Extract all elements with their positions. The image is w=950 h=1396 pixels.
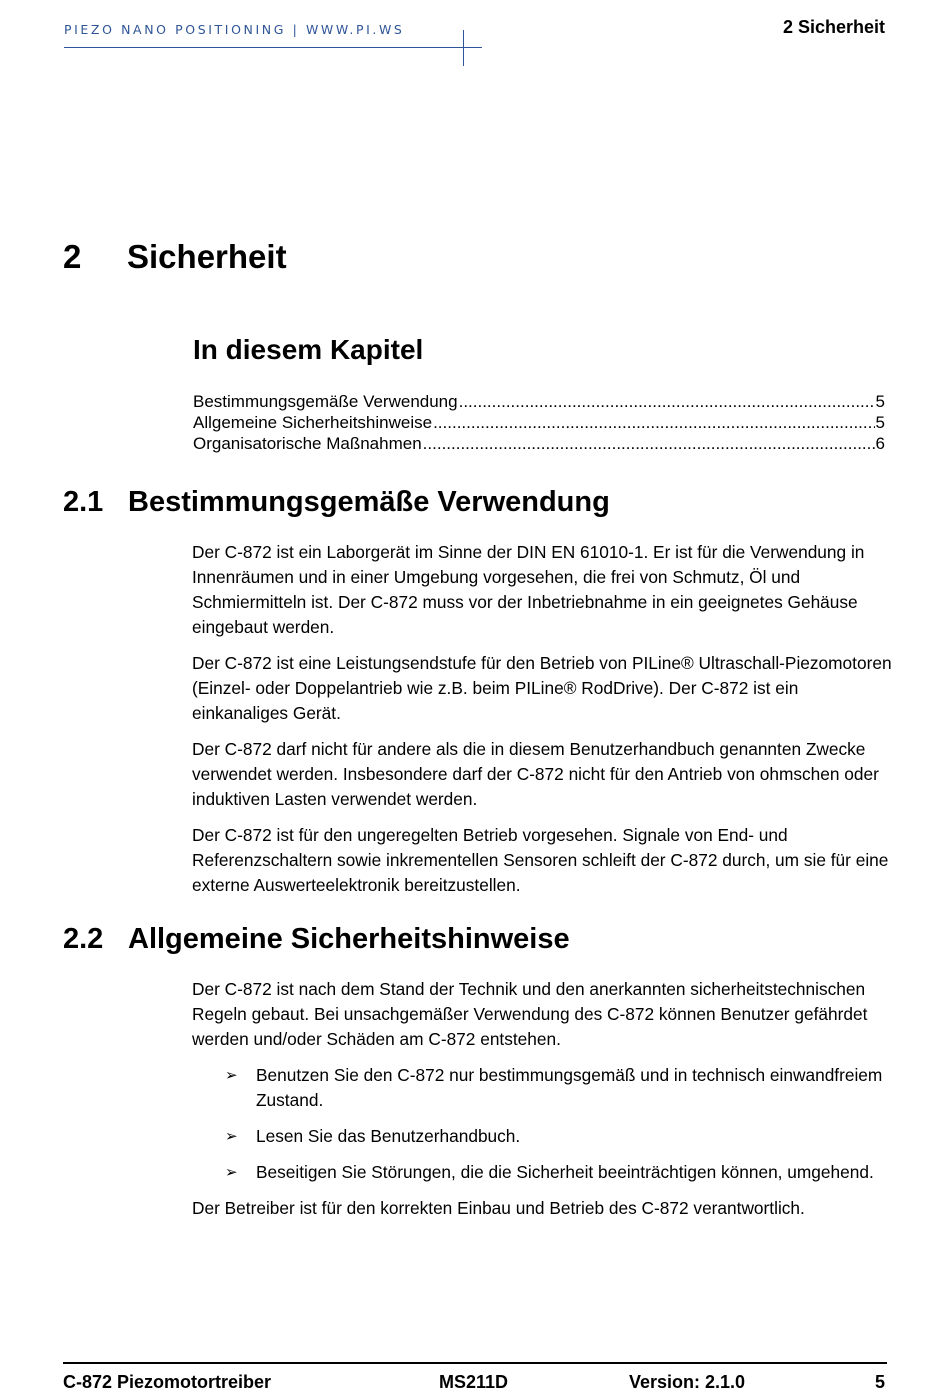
list-item [192, 1063, 892, 1113]
arrow-bullet-icon: ➢ [225, 1066, 238, 1084]
toc-leader-dots [423, 433, 875, 454]
footer-product: C-872 Piezomotortreiber [63, 1372, 272, 1392]
section-2-2-body [192, 977, 892, 1232]
paragraph: Der C-872 ist für den ungeregelten Betrieb vorgesehen. Signale von End- und Referenzschaltern sowie inkrementellen Sensoren schleift der C-872 durch, um sie für eine externe Auswerteelektronik bereitzustellen. [192, 825, 889, 895]
section-heading-2-2 [63, 923, 570, 956]
toc-entry-page: 5 [875, 413, 885, 432]
footer-version: Version: 2.1.0 [629, 1372, 746, 1392]
list-item [192, 1160, 892, 1185]
toc-leader-dots [459, 391, 875, 412]
chapter-title [63, 238, 287, 276]
arrow-bullet-icon: ➢ [225, 1127, 238, 1145]
toc-entry-title: Organisatorische Maßnahmen [193, 434, 422, 453]
toc-leader-dots [433, 412, 874, 433]
toc-entry-title: Allgemeine Sicherheitshinweise [193, 413, 433, 432]
paragraph: Der C-872 darf nicht für andere als die in diesem Benutzerhandbuch genannten Zwecke verwendet werden. Insbesondere darf der C-872 nicht für den Antrieb von ohmschen oder induktiven Lasten verwendet werden. [192, 739, 879, 809]
section-title: Bestimmungsgemäße Verwendung [128, 486, 610, 518]
list-item-text: Benutzen Sie den C-872 nur bestimmungsgemäß und in technisch einwandfreiem Zustand. [256, 1065, 883, 1110]
company-logo-text: PIEZO NANO POSITIONING | WWW.PI.WS [64, 22, 405, 37]
arrow-bullet-icon: ➢ [225, 1163, 238, 1181]
list-item-text: Beseitigen Sie Störungen, die die Sicherheit beeinträchtigen können, umgehend. [256, 1162, 874, 1182]
toc-entry-title: Bestimmungsgemäße Verwendung [193, 392, 458, 411]
chapter-number: 2 [63, 238, 82, 275]
toc-entry[interactable] [193, 433, 885, 454]
logo-crosshair [463, 30, 464, 66]
toc-entry[interactable] [193, 391, 885, 412]
header-section-title: 2 Sicherheit [782, 17, 885, 37]
section-title: Allgemeine Sicherheitshinweise [128, 923, 570, 955]
section-heading-2-1 [63, 486, 610, 519]
paragraph: Der C-872 ist eine Leistungsendstufe für den Betrieb von PILine® Ultraschall-Piezomotoren (Einzel- oder Doppelantrieb wie z.B. beim PILine® RodDrive). Der C-872 ist ein einkanaliges Gerät. [192, 653, 892, 723]
toc-entry-page: 6 [875, 434, 885, 453]
toc-heading: In diesem Kapitel [193, 334, 424, 365]
paragraph: Der C-872 ist nach dem Stand der Technik und den anerkannten sicherheitstechnischen Regeln gebaut. Bei unsachgemäßer Verwendung des C-872 können Benutzer gefährdet werden und/oder Schäden am C-872 entstehen. [192, 979, 868, 1049]
list-item-text: Lesen Sie das Benutzerhandbuch. [256, 1126, 521, 1146]
footer-page-number: 5 [874, 1372, 885, 1392]
section-number: 2.1 [63, 486, 104, 518]
toc-entry[interactable] [193, 412, 885, 433]
logo-underline [64, 47, 482, 48]
section-number: 2.2 [63, 923, 104, 955]
chapter-title-text: Sicherheit [127, 238, 287, 275]
list-item [192, 1124, 892, 1149]
paragraph: Der Betreiber ist für den korrekten Einbau und Betrieb des C-872 verantwortlich. [192, 1198, 805, 1218]
footer-doc-id: MS211D [439, 1372, 509, 1392]
safety-bullet-list [192, 1063, 892, 1185]
section-2-1-body [192, 540, 892, 909]
table-of-contents [193, 391, 885, 454]
paragraph: Der C-872 ist ein Laborgerät im Sinne der DIN EN 61010-1. Er ist für die Verwendung in Innenräumen und in einer Umgebung vorgesehen, die frei von Schmutz, Öl und Schmiermitteln ist. Der C-872 muss vor der Inbetriebnahme in ein geeignetes Gehäuse eingebaut werden. [192, 542, 865, 637]
footer-divider [63, 1362, 887, 1364]
toc-entry-page: 5 [875, 392, 885, 411]
